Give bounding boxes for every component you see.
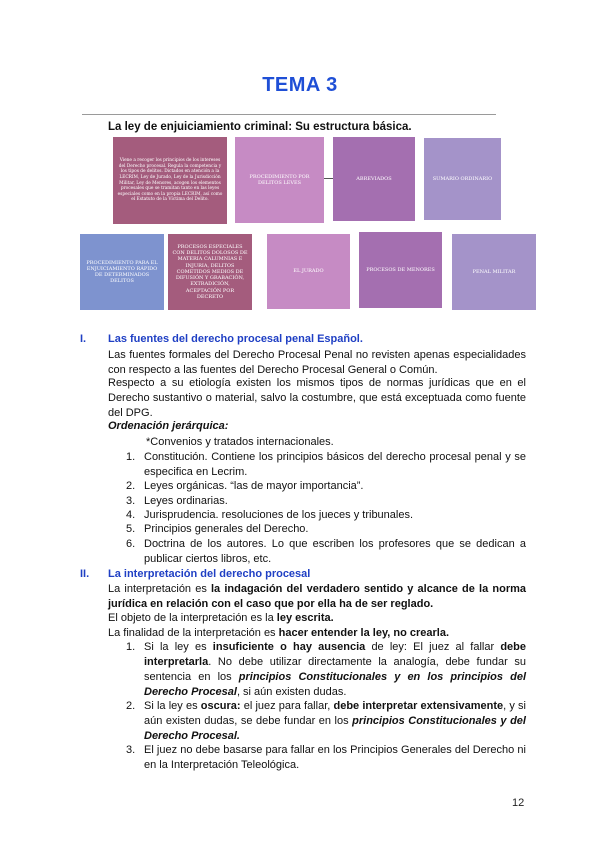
list-item — [126, 508, 526, 523]
diagram-box-sumario-ordinario — [424, 138, 501, 220]
list-text: Doctrina de los autores. Lo que escriben los profesores que se dedican a publicar ciertos libros, etc. — [144, 538, 526, 565]
subheading: Ordenación jerárquica: — [108, 420, 229, 432]
page-title: TEMA 3 — [262, 74, 338, 96]
title-divider — [82, 114, 496, 115]
diagram-box-menores — [359, 232, 442, 308]
text-run-bold: hacer entender la ley, no crearla. — [278, 627, 450, 639]
text-run-bold: debe interpretar extensivamente — [333, 700, 504, 712]
list-number: 1. — [126, 451, 136, 463]
list-item — [126, 537, 526, 567]
list-number: 1. — [126, 641, 136, 653]
diagram-box-label: PROCESOS ESPECIALES CON DELITOS DOLOSOS DE MATERIA CALUMNIAS E INJURIA, DELITOS COMETIDOS MEDIOS DE DIFUSIÓN Y GRABACIÓN, EXTRADICIÓN, ACEPTACIÓN POR DECRETO — [172, 243, 248, 300]
text-run-bold: oscura: — [200, 700, 241, 712]
section-title: Las fuentes del derecho procesal penal Español. — [108, 333, 363, 345]
list-item: *Convenios y tratados internacionales. — [146, 436, 334, 448]
text-run: El juez no debe basarse para fallar en los Principios Generales del Derecho ni en la Interpretación Teleológica. — [144, 744, 526, 771]
text-run-bold-italic: principios Constitucionales y en los principios del Derecho Procesal — [144, 671, 526, 698]
diagram-box-abreviados — [333, 137, 415, 221]
text-run: . No debe utilizar directamente la analogía, debe fundar su sentencia en los — [144, 656, 526, 683]
diagram-box-penal-militar — [452, 234, 536, 310]
section-heading — [80, 568, 311, 580]
list-item — [126, 699, 526, 744]
text-run: , y si aún existen dudas, se debe fundar en los — [144, 700, 526, 727]
page-number: 12 — [512, 797, 525, 809]
list-item — [126, 494, 526, 509]
list-text: Leyes ordinarias. — [144, 495, 228, 507]
list-number: 2. — [126, 480, 136, 492]
text-run: el juez para fallar, — [240, 700, 334, 712]
text-run: , si aún existen dudas. — [236, 686, 347, 698]
diagram-connector — [324, 178, 333, 179]
list-number: 6. — [126, 538, 136, 550]
text-run-bold: debe interpretarla — [144, 641, 526, 668]
section-title: La interpretación del derecho procesal — [108, 568, 311, 580]
paragraph: Respecto a su etiología existen los mismos tipos de normas jurídicas que en el Derecho sustantivo o material, salvo la costumbre, que está exceptuada como fuente del DPG. — [108, 377, 526, 419]
section-number: I. — [80, 333, 87, 345]
text-run: La finalidad de la interpretación es — [108, 627, 279, 639]
section-heading — [80, 333, 363, 345]
paragraph — [108, 611, 526, 626]
diagram-box-label: PROCEDIMIENTO PARA EL ENJUICIAMIENTO RÁPIDO DE DETERMINADOS DELITOS — [86, 259, 158, 285]
diagram-box-procesos-especiales — [168, 234, 252, 310]
list-item — [126, 640, 526, 700]
list-number: 5. — [126, 523, 136, 535]
diagram-box-label: Viene a recoger los principios de los intereses del Derecho procesal. Regula la competencia y los tipos de delitos. Dictados en atención a la LECRIM, Ley de Jurado, Ley de la Jurisdicción Militar, Ley de Menores, acogen los elementos procesales que se tramitan tanto en las leyes especiales como en la propia LECRIM, así como el Estatuto de la Víctima del Delito. — [117, 158, 223, 203]
diagram-box-label: EL JURADO — [293, 268, 324, 275]
list-text: Constitución. Contiene los principios básicos del derecho procesal penal y se especifica en Lecrim. — [144, 451, 526, 478]
diagram-box-enjuiciamiento-rapido — [80, 234, 164, 310]
paragraph — [108, 626, 526, 641]
text-run-bold: la indagación del verdadero sentido y alcance de la norma jurídica en relación con el caso que por ella ha de ser reglado. — [108, 583, 527, 610]
list-number: 2. — [126, 700, 136, 712]
list-number: 4. — [126, 509, 136, 521]
list-text: Leyes orgánicas. “las de mayor importancia”. — [144, 480, 364, 492]
text-run-bold: ley escrita. — [276, 612, 334, 624]
text-run-bold-italic: principios Constitucionales y del Derecho Procesal. — [144, 715, 526, 742]
diagram-box-label: SUMARIO ORDINARIO — [432, 175, 493, 182]
list-item — [126, 450, 526, 480]
text-run: La interpretación es — [108, 583, 211, 595]
paragraph — [108, 582, 526, 612]
list-number: 3. — [126, 744, 136, 756]
diagram-box-jurado — [267, 234, 350, 309]
paragraph: Las fuentes formales del Derecho Procesal Penal no revisten apenas especialidades con respecto a las fuentes del Derecho Procesal General o Común. — [108, 349, 526, 376]
text-run-bold: insuficiente o hay ausencia — [212, 641, 366, 653]
text-run: Si la ley es — [144, 700, 201, 712]
page-subtitle: La ley de enjuiciamiento criminal: Su estructura básica. — [108, 121, 412, 133]
diagram-box-label: PROCEDIMIENTO POR DELITOS LEVES — [249, 173, 310, 186]
list-text: Principios generales del Derecho. — [144, 523, 309, 535]
list-item — [126, 743, 526, 773]
text-run: de ley: El juez al fallar — [365, 641, 501, 653]
list-text: Jurisprudencia. resoluciones de los jueces y tribunales. — [144, 509, 414, 521]
list-number: 3. — [126, 495, 136, 507]
diagram-box-delitos-leves — [235, 137, 324, 223]
diagram-box-intro — [113, 137, 227, 224]
diagram-box-label: PROCESOS DE MENORES — [366, 266, 435, 273]
diagram-box-label: ABREVIADOS — [356, 175, 392, 182]
section-number: II. — [80, 568, 90, 580]
text-run: El objeto de la interpretación es la — [108, 612, 277, 624]
diagram-box-label: PENAL MILITAR — [472, 268, 516, 275]
list-item — [126, 479, 526, 494]
text-run: Si la ley es — [144, 641, 213, 653]
list-item — [126, 522, 526, 537]
